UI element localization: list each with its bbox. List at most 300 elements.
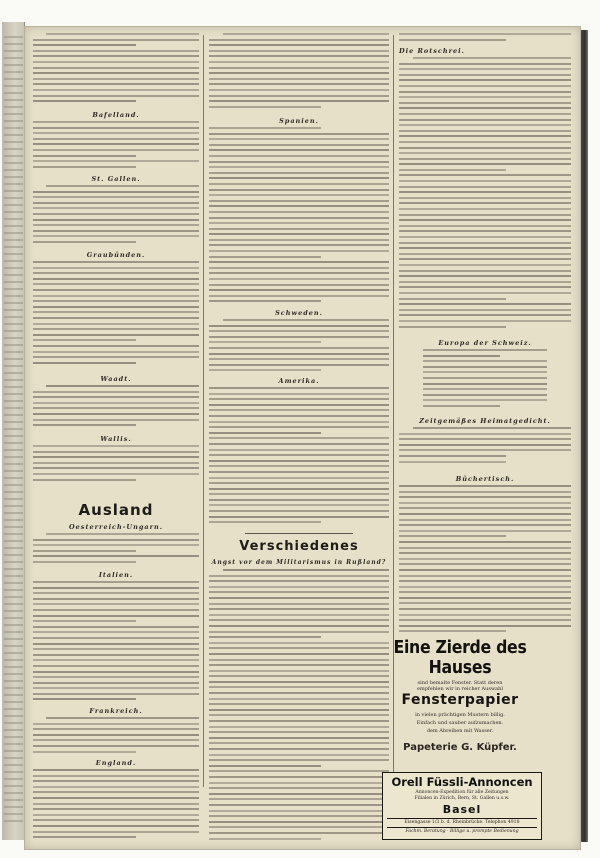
text-line	[399, 270, 571, 272]
text-line	[209, 239, 389, 241]
text-line	[33, 561, 136, 563]
text-line	[33, 334, 199, 336]
text-line	[33, 698, 136, 700]
ghost-text-line	[4, 582, 23, 584]
text-line	[209, 759, 389, 761]
ghost-text-line	[4, 526, 23, 528]
text-line	[33, 267, 199, 269]
text-line	[209, 647, 389, 649]
ghost-text-line	[4, 197, 23, 199]
text-line	[399, 147, 571, 149]
heading-schweden: Schweden.	[275, 309, 323, 317]
text-line	[33, 278, 199, 280]
text-line	[223, 33, 389, 35]
text-line	[399, 303, 571, 305]
text-line	[399, 438, 571, 440]
text-line	[33, 751, 136, 753]
text-line	[209, 358, 389, 360]
ghost-text-line	[4, 729, 23, 731]
ghost-text-line	[4, 302, 23, 304]
ghost-text-line	[4, 659, 23, 661]
text-line	[399, 496, 571, 498]
ghost-text-line	[4, 141, 23, 143]
ghost-text-line	[4, 400, 23, 402]
ghost-text-line	[4, 337, 23, 339]
ghost-text-line	[4, 701, 23, 703]
ad-orell-fuessli-box	[382, 772, 542, 840]
text-line	[399, 547, 571, 549]
ghost-text-line	[4, 372, 23, 374]
text-line	[209, 228, 389, 230]
text-line	[209, 726, 389, 728]
text-line	[399, 74, 571, 76]
text-line	[46, 533, 199, 535]
text-line	[33, 544, 199, 546]
text-line	[399, 535, 506, 537]
text-line	[209, 477, 389, 479]
text-line	[33, 67, 199, 69]
heading-baselland: Bafelland.	[92, 111, 140, 119]
text-line	[209, 295, 389, 297]
text-line	[399, 219, 571, 221]
ghost-text-line	[4, 414, 23, 416]
text-line	[33, 127, 199, 129]
text-line	[399, 236, 571, 238]
text-line	[33, 555, 199, 557]
text-line	[399, 96, 571, 98]
text-line	[209, 127, 321, 129]
text-line	[209, 521, 321, 523]
ghost-text-line	[4, 442, 23, 444]
text-line	[209, 488, 389, 490]
ghost-text-line	[4, 169, 23, 171]
text-line	[33, 402, 199, 404]
text-line	[399, 180, 571, 182]
text-line	[33, 687, 199, 689]
text-line	[33, 155, 136, 157]
text-line	[423, 394, 547, 396]
article-text-block	[399, 33, 571, 45]
text-line	[223, 569, 389, 571]
ghost-text-line	[4, 358, 23, 360]
text-line	[33, 339, 136, 341]
text-line	[209, 591, 389, 593]
text-line	[399, 107, 571, 109]
text-line	[209, 336, 389, 338]
text-line	[209, 177, 389, 179]
ghost-text-line	[4, 288, 23, 290]
ghost-text-line	[4, 666, 23, 668]
text-line	[209, 748, 389, 750]
heading-buechertisch: Büchertisch.	[455, 475, 515, 483]
text-line	[209, 393, 389, 395]
ad-fensterpapier-subline: dem Abreiben mit Wasser.	[426, 728, 494, 734]
ghost-text-line	[4, 330, 23, 332]
text-line	[33, 728, 199, 730]
ghost-text-line	[4, 428, 23, 430]
text-line	[33, 424, 136, 426]
ghost-text-line	[4, 36, 23, 38]
ghost-text-line	[4, 281, 23, 283]
text-line	[33, 345, 199, 347]
text-line	[209, 575, 389, 577]
ad-zierde-subline: sind bemalte Fenster. Statt deren	[417, 680, 503, 686]
text-line	[209, 347, 389, 349]
text-line	[399, 614, 571, 616]
ad-divider	[387, 818, 537, 819]
text-line	[399, 630, 506, 632]
text-line	[209, 256, 321, 258]
text-line	[33, 462, 199, 464]
text-line	[209, 250, 389, 252]
text-line	[209, 698, 389, 700]
text-line	[33, 609, 199, 611]
ad-orell-fuessli-city: Basel	[442, 803, 482, 816]
text-line	[209, 631, 389, 633]
text-line	[33, 676, 199, 678]
ghost-text-line	[4, 764, 23, 766]
text-line	[33, 121, 199, 123]
text-line	[209, 810, 389, 812]
ghost-text-line	[4, 190, 23, 192]
text-line	[209, 50, 389, 52]
text-line	[399, 563, 571, 565]
article-text-block	[33, 717, 199, 757]
text-line	[33, 235, 199, 237]
text-line	[399, 541, 571, 543]
text-line	[209, 144, 389, 146]
text-line	[399, 281, 571, 283]
text-line	[33, 328, 199, 330]
article-text-block	[209, 387, 389, 529]
text-line	[399, 141, 571, 143]
text-line	[209, 449, 389, 451]
text-line	[209, 267, 389, 269]
text-line	[399, 513, 571, 515]
text-line	[33, 479, 136, 481]
text-line	[33, 643, 199, 645]
text-line	[33, 166, 136, 168]
text-line	[33, 626, 199, 628]
ghost-text-line	[4, 617, 23, 619]
text-line	[399, 242, 571, 244]
text-line	[33, 539, 199, 541]
ghost-text-line	[4, 631, 23, 633]
text-line	[209, 670, 389, 672]
text-line	[46, 33, 199, 35]
ad-orell-fuessli-title: Orell Füssli-Annoncen	[391, 775, 533, 789]
text-line	[33, 451, 199, 453]
text-line	[209, 692, 389, 694]
text-line	[33, 814, 199, 816]
text-line	[33, 311, 199, 313]
text-line	[209, 821, 389, 823]
text-line	[399, 247, 571, 249]
ghost-text-line	[4, 463, 23, 465]
ghost-text-line	[4, 344, 23, 346]
text-line	[423, 355, 500, 357]
text-line	[209, 504, 389, 506]
separator-line	[245, 533, 353, 534]
text-line	[33, 659, 199, 661]
text-line	[209, 714, 389, 716]
heading-oesterreich-ungarn: Oesterreich-Ungarn.	[69, 523, 163, 531]
text-line	[399, 433, 571, 435]
ghost-text-line	[4, 561, 23, 563]
text-line	[33, 83, 199, 85]
text-line	[209, 659, 389, 661]
ghost-text-line	[4, 498, 23, 500]
text-line	[399, 491, 571, 493]
text-line	[33, 592, 199, 594]
text-line	[399, 152, 571, 154]
text-line	[209, 642, 389, 644]
text-line	[423, 383, 547, 385]
text-line	[33, 323, 199, 325]
text-line	[209, 200, 389, 202]
ghost-text-line	[4, 225, 23, 227]
text-line	[399, 68, 571, 70]
text-line	[399, 292, 571, 294]
ghost-text-line	[4, 750, 23, 752]
ghost-text-line	[4, 92, 23, 94]
text-line	[209, 149, 389, 151]
ghost-text-line	[4, 435, 23, 437]
ghost-text-line	[4, 456, 23, 458]
text-line	[46, 385, 199, 387]
text-line	[209, 95, 389, 97]
ghost-text-line	[4, 176, 23, 178]
ad-orell-fuessli-address: Eisengasse 1/3 b. d. Rheinbrücke. Telephon 4918	[404, 820, 520, 825]
text-line	[399, 449, 571, 451]
ghost-text-line	[4, 491, 23, 493]
text-line	[209, 838, 321, 840]
text-line	[209, 341, 321, 343]
article-text-block	[209, 319, 389, 375]
text-line	[33, 723, 199, 725]
ghost-text-line	[4, 253, 23, 255]
text-line	[33, 196, 199, 198]
text-line	[33, 132, 199, 134]
ghost-text-line	[4, 820, 23, 822]
text-line	[209, 437, 389, 439]
ghost-text-line	[4, 624, 23, 626]
heading-europa-der-schweiz: Europa der Schweiz.	[438, 339, 532, 347]
text-line	[33, 283, 199, 285]
text-line	[209, 415, 389, 417]
ghost-text-line	[4, 743, 23, 745]
ghost-text-line	[4, 540, 23, 542]
ghost-text-line	[4, 568, 23, 570]
text-line	[46, 717, 199, 719]
ghost-text-line	[4, 267, 23, 269]
text-line	[399, 597, 571, 599]
text-line	[33, 351, 199, 353]
ghost-text-line	[4, 393, 23, 395]
text-line	[209, 261, 389, 263]
text-line	[209, 754, 389, 756]
section-heading-ausland: Ausland	[78, 501, 154, 519]
text-line	[33, 739, 199, 741]
text-line	[399, 507, 571, 509]
text-line	[399, 314, 571, 316]
ghost-text-line	[4, 603, 23, 605]
text-line	[209, 39, 389, 41]
text-line	[209, 364, 389, 366]
text-line	[209, 211, 389, 213]
ghost-text-line	[4, 407, 23, 409]
text-line	[399, 33, 571, 35]
text-line	[209, 325, 389, 327]
text-line	[209, 804, 389, 806]
heading-england: England.	[95, 759, 137, 767]
text-line	[399, 326, 506, 328]
text-line	[33, 769, 199, 771]
text-line	[33, 654, 199, 656]
text-line	[33, 603, 199, 605]
ghost-text-line	[4, 589, 23, 591]
text-line	[33, 261, 199, 263]
newspaper-page	[24, 26, 581, 850]
ghost-text-line	[4, 575, 23, 577]
text-line	[399, 552, 571, 554]
ghost-text-line	[4, 722, 23, 724]
ghost-text-line	[4, 365, 23, 367]
text-line	[209, 770, 389, 772]
text-line	[33, 391, 199, 393]
text-line	[33, 419, 199, 421]
ghost-text-line	[4, 379, 23, 381]
ad-papeterie-kuepfer: Papeterie G. Küpfer.	[403, 742, 517, 753]
text-line	[399, 85, 571, 87]
text-line	[209, 664, 389, 666]
ghost-text-line	[4, 694, 23, 696]
text-line	[399, 309, 571, 311]
ghost-text-line	[4, 155, 23, 157]
text-line	[33, 791, 199, 793]
article-text-block	[209, 127, 389, 307]
text-line	[33, 797, 199, 799]
ghost-text-line	[4, 715, 23, 717]
text-line	[33, 39, 199, 41]
text-line	[209, 709, 389, 711]
heading-amerika: Amerika.	[278, 377, 320, 385]
text-line	[209, 300, 321, 302]
text-line	[209, 826, 389, 828]
text-line	[209, 398, 389, 400]
text-line	[209, 580, 389, 582]
heading-frankreich: Frankreich.	[89, 707, 143, 715]
text-line	[399, 625, 571, 627]
text-line	[209, 516, 389, 518]
text-line	[33, 631, 199, 633]
article-text-block	[33, 33, 199, 109]
text-line	[33, 50, 199, 52]
ghost-text-line	[4, 505, 23, 507]
text-line	[33, 55, 199, 57]
ghost-text-line	[4, 239, 23, 241]
text-line	[33, 44, 136, 46]
text-line	[209, 720, 389, 722]
text-line	[399, 39, 506, 41]
ghost-text-line	[4, 806, 23, 808]
column-rule	[203, 35, 204, 787]
text-line	[33, 745, 199, 747]
text-line	[399, 225, 571, 227]
ghost-text-line	[4, 99, 23, 101]
text-line	[209, 782, 389, 784]
ghost-text-line	[4, 638, 23, 640]
text-line	[33, 831, 199, 833]
heading-st-gallen: St. Gallen.	[91, 175, 141, 183]
ghost-text-line	[4, 43, 23, 45]
text-line	[423, 371, 547, 373]
section-heading-verschiedenes: Verschiedenes	[239, 539, 359, 554]
ghost-text-line	[4, 736, 23, 738]
ghost-text-line	[4, 645, 23, 647]
text-line	[423, 377, 547, 379]
text-line	[209, 793, 389, 795]
text-line	[33, 587, 199, 589]
text-line	[33, 306, 199, 308]
text-line	[209, 432, 321, 434]
article-text-block	[33, 261, 199, 371]
ghost-text-line	[4, 477, 23, 479]
text-line	[33, 100, 136, 102]
text-line	[209, 619, 389, 621]
text-line	[33, 78, 199, 80]
ghost-text-line	[4, 386, 23, 388]
text-line	[33, 786, 199, 788]
heading-militarismus: Angst vor dem Militarismus in Rußland?	[211, 559, 387, 566]
ghost-text-line	[4, 309, 23, 311]
text-line	[209, 798, 389, 800]
text-line	[209, 83, 389, 85]
ghost-text-line	[4, 547, 23, 549]
ghost-text-line	[4, 148, 23, 150]
heading-italien: Italien.	[98, 571, 134, 579]
article-text-block	[33, 445, 199, 487]
ghost-text-line	[4, 687, 23, 689]
article-text-block	[399, 485, 571, 637]
article-text-block	[399, 427, 571, 471]
text-line	[399, 569, 571, 571]
text-line	[399, 258, 571, 260]
ad-orell-fuessli-footer: Fachm. Beratung · Billige u. prompte Bedienung	[405, 829, 519, 834]
text-line	[399, 91, 571, 93]
text-line	[33, 581, 199, 583]
text-line	[33, 95, 199, 97]
text-line	[399, 191, 571, 193]
text-line	[33, 191, 199, 193]
text-line	[209, 597, 389, 599]
text-line	[33, 407, 199, 409]
text-line	[399, 485, 571, 487]
text-line	[399, 186, 571, 188]
article-text-block	[33, 769, 199, 845]
text-line	[209, 100, 389, 102]
text-line	[209, 603, 389, 605]
text-line	[33, 396, 199, 398]
ghost-text-line	[4, 351, 23, 353]
text-line	[209, 369, 321, 371]
text-line	[33, 160, 199, 162]
text-line	[209, 742, 389, 744]
text-line	[33, 219, 199, 221]
ghost-text-line	[4, 596, 23, 598]
text-line	[33, 317, 199, 319]
text-line	[209, 172, 389, 174]
